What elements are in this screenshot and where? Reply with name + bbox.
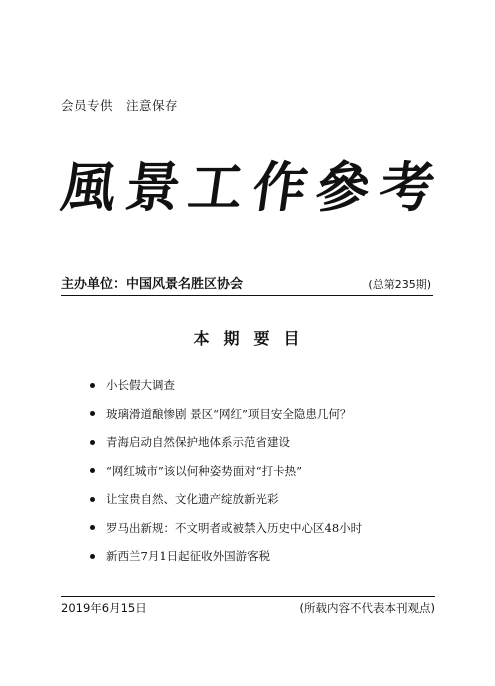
toc-list bbox=[90, 371, 362, 571]
sponsor-row bbox=[61, 274, 433, 296]
masthead-char-2: 景 bbox=[121, 155, 185, 219]
toc-item bbox=[90, 371, 362, 400]
toc-item-text: 青海启动自然保护地体系示范省建设 bbox=[106, 435, 290, 450]
toc-item-text: 新西兰7月1日起征收外国游客税 bbox=[106, 549, 271, 564]
bullet-icon bbox=[90, 383, 95, 388]
footer-row bbox=[61, 596, 435, 617]
publish-date: 2019年6月15日 bbox=[61, 601, 147, 615]
toc-item bbox=[90, 514, 362, 543]
bullet-icon bbox=[90, 440, 95, 445]
bullet-icon bbox=[90, 497, 95, 502]
bullet-icon bbox=[90, 411, 95, 416]
bullet-icon bbox=[90, 554, 95, 559]
issue-number: (总第235期) bbox=[368, 278, 431, 291]
masthead-char-5: 參 bbox=[311, 155, 375, 219]
masthead-char-3: 工 bbox=[184, 155, 248, 219]
toc-item-text: “网红城市”该以何种姿势面对“打卡热” bbox=[106, 463, 303, 478]
toc-item-text: 玻璃滑道酿惨剧 景区“网红”项目安全隐患几何？ bbox=[106, 406, 352, 421]
masthead-calligraphy-title bbox=[57, 150, 439, 224]
toc-item-text: 小长假大调查 bbox=[106, 378, 175, 393]
masthead-char-4: 作 bbox=[248, 155, 312, 219]
sponsor-text: 主办单位：中国风景名胜区协会 bbox=[61, 277, 244, 292]
member-notice: 会员专供 注意保存 bbox=[61, 98, 179, 113]
bullet-icon bbox=[90, 525, 95, 530]
toc-item bbox=[90, 428, 362, 457]
toc-item bbox=[90, 485, 362, 514]
bullet-icon bbox=[90, 468, 95, 473]
masthead-char-1: 風 bbox=[57, 155, 121, 219]
toc-heading: 本期要目 bbox=[193, 329, 314, 348]
toc-item bbox=[90, 457, 362, 486]
masthead-char-6: 考 bbox=[375, 155, 439, 219]
toc-item bbox=[90, 400, 362, 429]
disclaimer: (所载内容不代表本刊观点) bbox=[299, 601, 435, 615]
toc-item-text: 罗马出新规：不文明者或被禁入历史中心区48小时 bbox=[106, 520, 363, 535]
toc-item bbox=[90, 542, 362, 571]
toc-item-text: 让宝贵自然、文化遗产绽放新光彩 bbox=[106, 492, 279, 507]
